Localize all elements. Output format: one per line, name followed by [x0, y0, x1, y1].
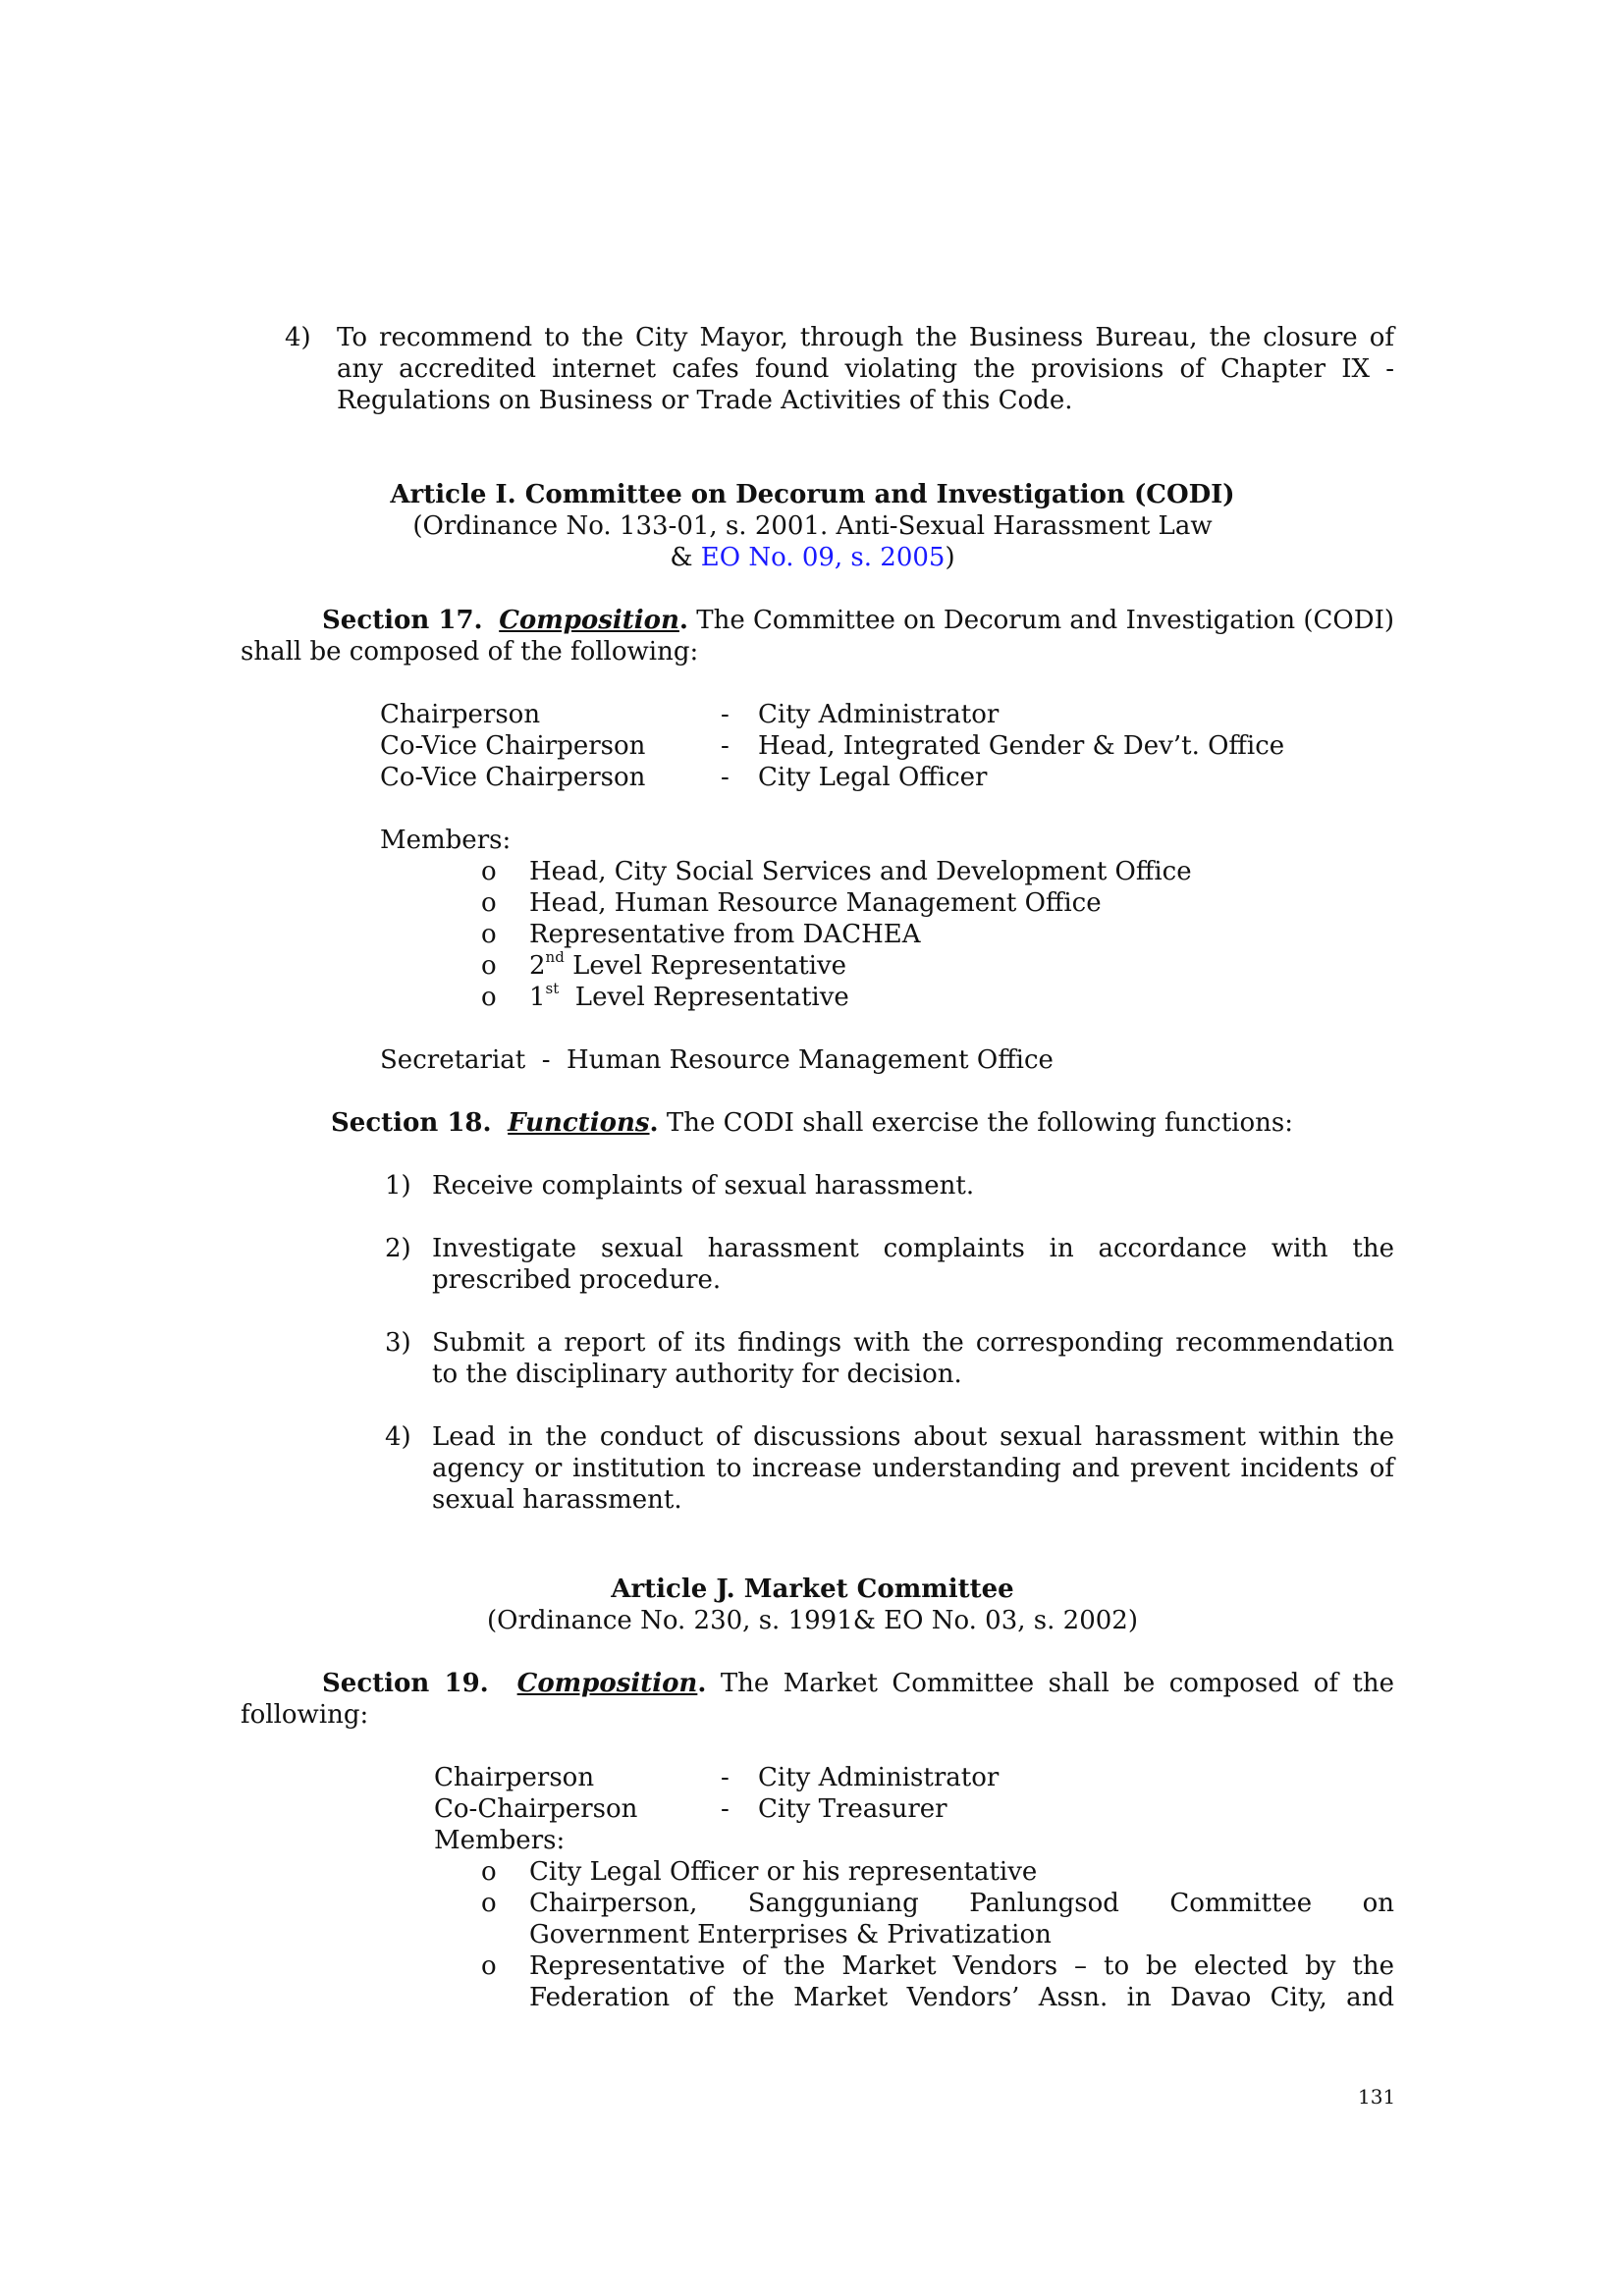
- text-line: Receive complaints of sexual harassment.: [432, 1171, 975, 1201]
- bullet-icon: o: [481, 1951, 497, 1981]
- bullet-icon: o: [481, 1889, 497, 1918]
- list-number: 3): [385, 1328, 411, 1358]
- ampersand: &: [670, 543, 701, 572]
- list-item: [385, 1233, 1394, 1296]
- section-heading: Composition: [516, 1669, 698, 1698]
- member-text: Government Enterprises & Privatization: [529, 1920, 1052, 1949]
- list-item: [380, 887, 1362, 919]
- intro-item: [285, 322, 1394, 416]
- roster-office: Head, Integrated Gender & Dev’t. Office: [758, 731, 1285, 761]
- article-title: Article J. Market Committee: [611, 1575, 1014, 1604]
- article-j-heading: [241, 1574, 1384, 1636]
- article-title: Article I. Committee on Decorum and Investigation (CODI): [390, 480, 1235, 509]
- list-item: [380, 919, 1362, 950]
- roster-role: Co-Chairperson: [434, 1794, 638, 1824]
- roster-row: [380, 699, 1362, 730]
- bullet-icon: o: [481, 857, 497, 886]
- roster-role: Chairperson: [434, 1763, 595, 1792]
- text-line: Submit a report of its findings with the corresponding recommendation: [432, 1328, 1394, 1358]
- roster-dash: -: [721, 731, 730, 761]
- ordinal-number: 2: [529, 951, 546, 981]
- text-line: Lead in the conduct of discussions about sexual harassment within the: [432, 1422, 1394, 1452]
- section-text-line2: following:: [241, 1700, 369, 1730]
- article-subtitle: (Ordinance No. 230, s. 1991& EO No. 03, s. 2002): [487, 1606, 1138, 1635]
- roster-office: City Legal Officer: [758, 763, 988, 792]
- list-item: [380, 982, 1362, 1013]
- list-item: [385, 1170, 1394, 1201]
- text-line: to the disciplinary authority for decision.: [432, 1360, 962, 1389]
- list-item: [434, 1950, 1394, 2013]
- section-17: [241, 605, 1394, 667]
- member-text: [529, 982, 849, 1013]
- secretariat-line: Secretariat - Human Resource Management Office: [380, 1045, 1054, 1075]
- member-text: [529, 950, 846, 982]
- member-text: Head, City Social Services and Development Office: [529, 857, 1192, 886]
- roster-row: [380, 762, 1362, 793]
- roster-dash: -: [721, 763, 730, 792]
- member-text: Head, Human Resource Management Office: [529, 888, 1102, 918]
- page-number: 131: [1358, 2085, 1396, 2109]
- text-line: any accredited internet cafes found violating the provisions of Chapter IX -: [337, 354, 1394, 384]
- bullet-icon: o: [481, 1857, 497, 1887]
- bullet-icon: o: [481, 888, 497, 918]
- member-text: Chairperson, Sangguniang Panlungsod Committee on: [529, 1889, 1394, 1918]
- article-i-heading: [241, 479, 1384, 573]
- roster-role: Co-Vice Chairperson: [380, 763, 646, 792]
- member-text-rest: Level Representative: [559, 983, 849, 1012]
- roster-dash: -: [721, 700, 730, 729]
- list-number: 4): [385, 1422, 411, 1452]
- heading-period: .: [649, 1108, 659, 1138]
- roster-dash: -: [721, 1794, 730, 1824]
- members-label: Members:: [380, 826, 512, 855]
- heading-period: .: [678, 606, 688, 635]
- bullet-icon: o: [481, 983, 497, 1012]
- members-label: Members:: [434, 1826, 566, 1855]
- ordinal-suffix: st: [545, 980, 560, 998]
- roster-row: [380, 730, 1362, 762]
- codi-roster: [380, 699, 1362, 793]
- member-text-rest: Level Representative: [564, 951, 847, 981]
- heading-period: .: [697, 1669, 707, 1698]
- roster-row: [434, 1793, 1394, 1825]
- list-number: 4): [285, 323, 311, 352]
- member-text: City Legal Officer or his representative: [529, 1857, 1038, 1887]
- section-text-line2: shall be composed of the following:: [241, 637, 699, 667]
- section-text: The Committee on Decorum and Investigation (CODI): [696, 606, 1394, 635]
- market-roster: [434, 1762, 1394, 2013]
- close-paren: ): [945, 543, 955, 572]
- section-heading: Functions: [508, 1108, 650, 1138]
- functions-list: [385, 1170, 1394, 1516]
- list-item: [385, 1421, 1394, 1516]
- roster-office: City Administrator: [758, 700, 1000, 729]
- roster-dash: -: [721, 1763, 730, 1792]
- section-heading: Composition: [499, 606, 679, 635]
- section-label: Section 18.: [331, 1108, 492, 1138]
- section-19-first-line: [241, 1668, 1394, 1699]
- member-text: Representative of the Market Vendors – to be elected by the: [529, 1951, 1394, 1981]
- roster-role: Chairperson: [380, 700, 541, 729]
- section-text: The CODI shall exercise the following functions:: [666, 1108, 1293, 1138]
- member-text: Representative from DACHEA: [529, 920, 921, 949]
- list-item: [385, 1327, 1394, 1390]
- roster-office: City Administrator: [758, 1763, 1000, 1792]
- bullet-icon: o: [481, 951, 497, 981]
- section-label: Section 19.: [322, 1669, 489, 1698]
- article-subtitle-line2: [241, 542, 1384, 573]
- section-label: Section 17.: [322, 606, 483, 635]
- bullet-icon: o: [481, 920, 497, 949]
- section-19: [241, 1668, 1394, 1731]
- text-line: To recommend to the City Mayor, through the Business Bureau, the closure of: [337, 323, 1394, 352]
- section-18: [331, 1107, 1394, 1139]
- section-17-first-line: [241, 605, 1394, 636]
- text-line: agency or institution to increase understanding and prevent incidents of: [432, 1454, 1394, 1483]
- list-item: [434, 1856, 1394, 1888]
- ordinal-number: 1: [529, 983, 546, 1012]
- list-number: 2): [385, 1234, 411, 1263]
- roster-office: City Treasurer: [758, 1794, 947, 1824]
- roster-row: [434, 1762, 1394, 1793]
- ordinal-suffix: nd: [545, 948, 565, 967]
- section-text: The Market Committee shall be composed of the: [720, 1669, 1394, 1698]
- codi-members: [380, 825, 1362, 1013]
- text-line: prescribed procedure.: [432, 1265, 722, 1295]
- text-line: Regulations on Business or Trade Activities of this Code.: [337, 386, 1073, 415]
- eo-link[interactable]: EO No. 09, s. 2005: [700, 543, 946, 572]
- roster-role: Co-Vice Chairperson: [380, 731, 646, 761]
- list-item: [380, 950, 1362, 982]
- article-subtitle: (Ordinance No. 133-01, s. 2001. Anti-Sexual Harassment Law: [412, 511, 1213, 541]
- text-line: sexual harassment.: [432, 1485, 682, 1515]
- member-text: Federation of the Market Vendors’ Assn. in Davao City, and: [529, 1983, 1394, 2012]
- list-item: [380, 856, 1362, 887]
- list-item: [434, 1888, 1394, 1950]
- list-number: 1): [385, 1171, 411, 1201]
- text-line: Investigate sexual harassment complaints in accordance with the: [432, 1234, 1394, 1263]
